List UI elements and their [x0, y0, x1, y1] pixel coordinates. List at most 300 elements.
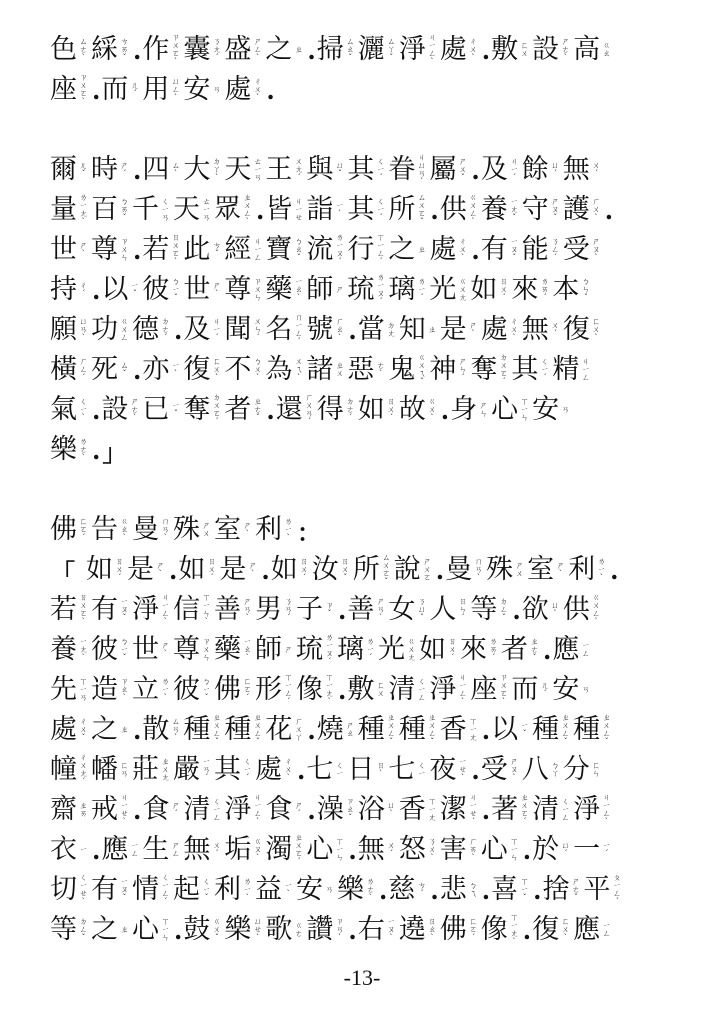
annotated-character: 者 ㄓ ㄜ ˇ [224, 394, 262, 425]
zhuyin-annotation: ㄧ [79, 845, 88, 854]
zhuyin-annotation: ㄓ ㄜ ˇ [530, 637, 539, 662]
page-number: -13- [343, 965, 381, 990]
annotated-character: 亦 ㄧ ˋ [142, 354, 180, 385]
annotated-character: 尊 ㄗ ㄨ ㄣ [224, 274, 262, 305]
zhuyin-annotation: ㄅ ㄠ ˇ [294, 237, 303, 262]
zhuyin-annotation: ㄅ ㄨ ˋ [253, 357, 262, 382]
annotated-character: 告 ㄍ ㄠ ˋ [91, 514, 129, 545]
punctuation: . [481, 875, 491, 905]
annotated-character: 室 ㄕ ˋ [527, 554, 565, 585]
zhuyin-annotation: ㄦ ˊ [540, 681, 549, 698]
zhuyin-annotation: ㄑ ㄧ ㄥ [417, 677, 426, 702]
annotated-character: 不 ㄅ ㄨ ˋ [224, 354, 262, 385]
annotated-character: 曼 ㄇ ㄢ ˋ [132, 514, 170, 545]
zhuyin-annotation: ㄧ ˋ [335, 201, 344, 218]
zhuyin-annotation: ㄅ ㄧ ˇ [202, 677, 211, 702]
annotated-character: 造 ㄗ ㄠ ˋ [91, 674, 129, 705]
annotated-character: 淨 ㄐ ㄧ ㄥ ˋ [398, 33, 437, 66]
zhuyin-annotation: ㄌ ㄜ ˋ [366, 877, 375, 902]
zhuyin-annotation: ㄕ ㄢ ˋ [243, 597, 252, 622]
annotated-character: 色 ㄙ ㄜ ˋ [50, 34, 88, 65]
punctuation: . [610, 555, 619, 585]
annotated-character: 以 ㄧ ˇ [101, 274, 139, 305]
zhuyin-annotation: ㄖ ㄨ ˊ [499, 277, 508, 302]
zhuyin-annotation: ㄘ ㄞ ˇ [120, 37, 129, 62]
annotated-character: 氣 ㄑ ㄧ ˋ [50, 394, 88, 425]
annotated-character: 是 ㄕ ˋ [219, 554, 257, 585]
annotated-character: 其 ㄑ ㄧ ˊ [214, 754, 252, 785]
annotated-character: 經 ㄐ ㄧ ㄥ [224, 234, 262, 265]
zhuyin-annotation: ㄍ ㄨ ㄟ ˇ [417, 353, 426, 386]
zhuyin-annotation: ㄑ ㄧ [335, 761, 344, 778]
zhuyin-annotation: ㄑ ㄧ ˊ [540, 357, 549, 382]
annotated-character: 橫 ㄏ ㄥ ˊ [50, 354, 88, 385]
annotated-character: 還 ㄏ ㄨ ㄢ ˊ [275, 393, 314, 426]
punctuation: . [522, 835, 532, 865]
zhuyin-annotation: ㄙ ㄚ ˇ [387, 37, 396, 62]
annotated-character: 應 ㄧ ㄥ [573, 914, 611, 945]
zhuyin-annotation: ㄩ ㄥ ˋ [171, 77, 180, 102]
annotated-character: 樂 ㄌ ㄜ ˋ [337, 874, 375, 905]
zhuyin-annotation: ㄍ ㄠ [602, 41, 611, 58]
zhuyin-annotation: ㄑ ㄧ ㄥ [561, 797, 570, 822]
annotated-character: 悲 ㄅ ㄟ [439, 874, 478, 905]
zhuyin-annotation: ㄅ ㄞ ˇ [120, 197, 129, 222]
punctuation: . [133, 715, 142, 745]
text-line [50, 150, 690, 190]
zhuyin-annotation: ㄈ ㄛ ˊ [469, 917, 478, 942]
annotated-character: 有 ㄧ ㄡ ˇ [91, 594, 129, 625]
punctuation: . [348, 835, 357, 865]
zhuyin-annotation: ㄨ ㄟ ˋ [294, 357, 303, 382]
punctuation: . [543, 635, 552, 665]
annotated-character: 知 ㄓ [398, 314, 437, 345]
annotated-character: 像 ㄒ ㄧ ㄤ ˋ [480, 913, 519, 946]
zhuyin-annotation: ㄓ ㄨ ㄥ ˇ [561, 713, 570, 746]
zhuyin-annotation: ㄖ ㄨ ˊ [300, 557, 309, 582]
punctuation: . [133, 235, 142, 265]
zhuyin-annotation: ㄐ ㄧ ˊ [510, 157, 519, 182]
zhuyin-annotation: ㄖ ㄨ ˊ [387, 397, 396, 422]
annotated-character: 皆 ㄐ ㄧ ㄝ [265, 194, 303, 225]
zhuyin-annotation: ㄍ ㄨ ㄥ ˋ [592, 593, 601, 626]
zhuyin-annotation: ㄔ ㄨ ˇ [79, 717, 88, 742]
annotated-character: 為 ㄨ ㄟ ˋ [265, 354, 303, 385]
annotated-character: 有 ㄧ ㄡ ˇ [480, 234, 519, 265]
zhuyin-annotation: ㄆ ㄧ ㄥ ˊ [612, 873, 621, 906]
annotated-character: 而 ㄦ ˊ [511, 674, 549, 705]
zhuyin-annotation: ㄧ ㄥ [581, 641, 590, 658]
annotated-character: 遶 ㄖ ㄠ ˋ [398, 914, 437, 945]
zhuyin-annotation: ㄒ ㄧ ㄥ ˊ [284, 673, 293, 706]
annotated-character: 安 ㄢ [296, 874, 334, 905]
annotated-character: 與 ㄩ ˇ [306, 154, 344, 185]
annotated-character: 淨 ㄐ ㄧ ㄥ ˋ [573, 793, 611, 826]
punctuation: . [471, 155, 480, 185]
annotated-character: 囊 ㄋ ㄤ ˊ [183, 34, 221, 65]
zhuyin-annotation: ㄧ ㄤ ˇ [510, 197, 519, 222]
annotated-character: 先 ㄒ ㄧ ㄢ [50, 674, 88, 705]
annotated-character: 衣 ㄧ [50, 834, 88, 865]
zhuyin-annotation: ㄌ ㄞ ˊ [540, 277, 549, 302]
annotated-character: 如 ㄖ ㄨ ˊ [178, 554, 216, 585]
punctuation: . [348, 315, 357, 345]
annotated-character: 之 ㄓ [265, 34, 303, 65]
annotated-character: 本 ㄅ ㄣ ˇ [552, 274, 590, 305]
annotated-character: 能 ㄋ ㄥ ˊ [521, 234, 560, 265]
annotated-character: 世 ㄕ ˋ [183, 274, 221, 305]
annotated-character: 詣 ㄧ ˋ [306, 194, 344, 225]
annotated-character: 種 ㄓ ㄨ ㄥ ˇ [532, 713, 570, 746]
zhuyin-annotation: ㄌ ㄧ ˊ [366, 637, 375, 662]
annotated-character: 心 ㄒ ㄧ ㄣ [480, 834, 519, 865]
annotated-character: 其 ㄑ ㄧ ˊ [511, 354, 549, 385]
punctuation: . [430, 875, 439, 905]
zhuyin-annotation: ㄙ ˋ [171, 161, 180, 178]
document-body [50, 30, 690, 950]
annotated-character: 慈 ㄘ ˊ [388, 874, 426, 905]
annotated-character: 處 ㄔ ㄨ ˋ [439, 34, 478, 65]
annotated-character: 處 ㄔ ㄨ ˋ [480, 314, 519, 345]
annotated-character: 是 ㄕ ˋ [127, 554, 165, 585]
annotated-character: 掃 ㄙ ㄠ ˇ [316, 34, 355, 65]
annotated-character: 此 ㄘ ˇ [183, 234, 221, 265]
zhuyin-annotation: ㄩ ˊ [561, 841, 570, 858]
zhuyin-annotation: ㄧ ㄡ ˇ [120, 597, 129, 622]
annotated-character: 戒 ㄐ ㄧ ㄝ ˋ [91, 793, 129, 826]
annotated-character: 而 ㄦ ˊ [101, 74, 139, 105]
annotated-character: 及 ㄐ ㄧ ˊ [183, 314, 221, 345]
zhuyin-annotation: ㄕ ˊ [120, 161, 129, 178]
text-line [50, 750, 690, 790]
annotated-character: 座 ㄗ ㄨ ㄛ ˋ [470, 673, 508, 706]
zhuyin-annotation: ㄧ ㄡ ˇ [120, 877, 129, 902]
annotated-character: 鬼 ㄍ ㄨ ㄟ ˇ [388, 353, 426, 386]
zhuyin-annotation: ㄐ ㄧ ㄥ [253, 237, 262, 262]
zhuyin-annotation: ㄕ ㄜ ˇ [571, 877, 580, 902]
annotated-character: 之 ㄓ [91, 714, 129, 745]
zhuyin-annotation: ㄕ ˊ [294, 801, 303, 818]
annotated-character: 受 ㄕ ㄡ ˋ [480, 754, 519, 785]
zhuyin-annotation: ㄉ ㄨ ㄛ ˊ [499, 353, 508, 386]
punctuation: . [307, 795, 316, 825]
annotated-character: 行 ㄒ ㄧ ㄥ ˊ [347, 233, 385, 266]
zhuyin-annotation: ㄏ ㄨ ㄚ [294, 717, 303, 742]
annotated-character: 利 ㄌ ㄧ ˋ [214, 874, 252, 905]
zhuyin-annotation: ㄒ ㄧ ㄣ [335, 837, 344, 862]
annotated-character: 鼓 ㄍ ㄨ ˇ [183, 914, 221, 945]
zhuyin-annotation: ㄑ ㄧ ㄝ ˋ [79, 873, 88, 906]
zhuyin-annotation: ㄕ ㄨ [202, 521, 211, 538]
annotated-character: 尊 ㄗ ㄨ ㄣ [91, 234, 129, 265]
zhuyin-annotation: ㄇ ㄢ ˋ [161, 517, 170, 542]
zhuyin-annotation: ㄕ ˋ [161, 641, 170, 658]
zhuyin-annotation: ㄩ ˋ [387, 801, 396, 818]
zhuyin-annotation: ㄉ ㄜ ˊ [161, 317, 170, 342]
zhuyin-annotation: ㄧ ˊ [602, 841, 611, 858]
zhuyin-annotation: ㄓ ㄨ ㄥ ˇ [253, 713, 262, 746]
zhuyin-annotation: ㄓ ㄞ [79, 801, 88, 818]
annotated-character: 香 ㄒ ㄧ ㄤ [439, 714, 478, 745]
zhuyin-annotation: ㄢ [325, 885, 334, 894]
zhuyin-annotation: ㄌ ㄧ ˋ [161, 677, 170, 702]
punctuation: . [522, 915, 532, 945]
zhuyin-annotation: ㄧ ˋ [171, 361, 180, 378]
text-line [50, 910, 690, 950]
annotated-character: 心 ㄒ ㄧ ㄣ [491, 394, 529, 425]
annotated-character: 復 ㄈ ㄨ ˋ [183, 354, 221, 385]
annotated-character: 日 ㄖ ˋ [347, 754, 385, 785]
annotated-character: 璃 ㄌ ㄧ ˊ [388, 274, 426, 305]
annotated-character: 等 ㄉ ㄥ ˇ [470, 594, 508, 625]
annotated-character: 清 ㄑ ㄧ ㄥ [532, 794, 570, 825]
zhuyin-annotation: ㄒ ㄧ ㄣ [510, 837, 519, 862]
annotated-character: 尊 ㄗ ㄨ ㄣ [173, 634, 211, 665]
annotated-character: 清 ㄑ ㄧ ㄥ [388, 674, 426, 705]
annotated-character: 女 ㄋ ㄩ ˇ [388, 594, 426, 625]
zhuyin-annotation: ㄗ ㄨ ㄣ [120, 237, 129, 262]
zhuyin-annotation: ㄙ ㄨ ㄛ ˇ [417, 193, 426, 226]
annotated-character: 捨 ㄕ ㄜ ˇ [542, 874, 580, 905]
zhuyin-annotation: ㄋ ㄢ ˊ [284, 597, 293, 622]
annotated-character: 若 ㄖ ㄨ ㄛ ˋ [50, 593, 88, 626]
zhuyin-annotation: ㄈ ㄛ ˊ [243, 677, 252, 702]
punctuation: . [512, 595, 521, 625]
punctuation: . [338, 675, 347, 705]
zhuyin-annotation: ㄓ ㄨ ㄥ ˋ [243, 193, 252, 226]
annotated-character: 其 ㄑ ㄧ ˊ [347, 154, 385, 185]
zhuyin-annotation: ㄏ ㄥ ˊ [79, 357, 88, 382]
annotated-character: 幢 ㄔ ㄨ ㄤ ˊ [50, 753, 88, 786]
zhuyin-annotation: ㄖ ㄨ ㄛ ˋ [79, 593, 88, 626]
zhuyin-annotation: ㄍ ㄨ ㄤ [458, 277, 467, 302]
zhuyin-annotation: ㄇ ㄢ ˋ [474, 557, 483, 582]
annotated-character: 敷 ㄈ ㄨ [347, 674, 385, 705]
annotated-character: 已 ㄧ ˇ [142, 394, 180, 425]
annotated-character: 屬 ㄕ ㄨ ˇ [429, 154, 467, 185]
zhuyin-annotation: ㄨ ˊ [551, 321, 560, 338]
zhuyin-annotation: ㄕ [335, 285, 344, 294]
annotated-character: 種 ㄓ ㄨ ㄥ ˇ [183, 713, 221, 746]
annotated-character: 歌 ㄍ ㄜ [265, 914, 303, 945]
annotated-character: 像 ㄒ ㄧ ㄤ ˋ [296, 673, 334, 706]
annotated-character: 高 ㄍ ㄠ [573, 34, 611, 65]
punctuation: . [266, 75, 275, 105]
annotated-character: 安 ㄢ [532, 394, 570, 425]
zhuyin-annotation: ㄌ ㄧ ˋ [597, 557, 606, 582]
zhuyin-annotation: ㄗ ㄠ ˇ [346, 797, 355, 822]
zhuyin-annotation: ㄙ ㄠ ˇ [346, 37, 355, 62]
annotated-character: 種 ㄓ ㄨ ㄥ ˇ [224, 713, 262, 746]
annotated-character: 讚 ㄗ ㄢ ˋ [306, 914, 344, 945]
annotated-character: 大 ㄉ ㄚ ˋ [183, 154, 221, 185]
zhuyin-annotation: ㄦ ˇ [79, 161, 88, 178]
annotated-character: 利 ㄌ ㄧ ˋ [255, 514, 293, 545]
annotated-character: 灑 ㄙ ㄚ ˇ [357, 34, 396, 65]
annotated-character: 璃 ㄌ ㄧ ˊ [337, 634, 375, 665]
annotated-character: 世 ㄕ ˋ [132, 634, 170, 665]
zhuyin-annotation: ㄋ ㄤ ˊ [212, 37, 221, 62]
annotated-character: 藥 ㄧ ㄠ ˋ [214, 634, 252, 665]
zhuyin-annotation: ㄕ ˋ [79, 241, 88, 258]
zhuyin-annotation: ㄑ ㄧ ˇ [202, 877, 211, 902]
annotated-character: 濁 ㄓ ㄨ ㄛ ˊ [265, 833, 303, 866]
annotated-character: 奪 ㄉ ㄨ ㄛ ˊ [470, 353, 508, 386]
zhuyin-annotation: ㄌ ㄧ ㄤ ˋ [79, 193, 88, 226]
annotated-character: 如 ㄖ ㄨ ˊ [86, 554, 124, 585]
zhuyin-annotation: ㄕ ˊ [171, 801, 180, 818]
zhuyin-annotation: ㄙ ㄜ ˋ [79, 37, 88, 62]
punctuation: . [307, 715, 316, 745]
zhuyin-annotation: ㄗ ㄠ ˋ [120, 677, 129, 702]
annotated-character: 欲 ㄩ ˋ [521, 594, 560, 625]
annotated-character: 供 ㄍ ㄨ ㄥ ˋ [562, 593, 601, 626]
text-line [50, 390, 690, 430]
zhuyin-annotation: ㄑ ㄧ ˊ [376, 157, 385, 182]
annotated-character: 用 ㄩ ㄥ ˋ [142, 74, 180, 105]
zhuyin-annotation: ㄨ ˊ [212, 841, 221, 858]
zhuyin-annotation: ㄓ [120, 925, 129, 934]
zhuyin-annotation: ㄏ ㄨ ㄢ ˊ [305, 393, 314, 426]
annotated-character: 汝 ㄖ ㄨ ˇ [311, 554, 350, 585]
punctuation: . [297, 755, 306, 785]
zhuyin-annotation: ㄕ ㄨ ˇ [458, 157, 467, 182]
text-line [50, 30, 690, 70]
zhuyin-annotation: ㄏ ㄨ ˋ [592, 197, 601, 222]
zhuyin-annotation: ㄓ ㄨ ㄤ [161, 757, 170, 782]
annotated-character: 立 ㄌ ㄧ ˋ [132, 674, 170, 705]
zhuyin-annotation: ㄒ ㄧ ㄣ ˋ [202, 593, 211, 626]
text-line [50, 510, 690, 550]
annotated-character: 食 ㄕ ˊ [265, 794, 303, 825]
zhuyin-annotation: ㄐ ㄧ ˊ [212, 317, 221, 342]
annotated-character: 曼 ㄇ ㄢ ˋ [445, 554, 483, 585]
paragraph-1 [50, 30, 690, 110]
zhuyin-annotation: ㄈ ㄨ [376, 681, 385, 698]
annotated-character: 處 ㄔ ㄨ ˋ [224, 74, 262, 105]
annotated-character: 綵 ㄘ ㄞ ˇ [91, 34, 129, 65]
text-line [50, 630, 690, 670]
zhuyin-annotation: ㄈ ㄛ ˊ [79, 517, 88, 542]
annotated-character: 有 ㄧ ㄡ ˇ [91, 874, 129, 905]
annotated-character: 來 ㄌ ㄞ ˊ [460, 634, 498, 665]
zhuyin-annotation: ㄍ ㄨ ˋ [428, 397, 437, 422]
text-line [50, 230, 690, 270]
annotated-character: 應 ㄧ ㄥ [552, 634, 590, 665]
zhuyin-annotation: ㄐ ㄧ ㄥ ˋ [458, 673, 467, 706]
zhuyin-annotation: ㄨ ㄣ ˊ [253, 317, 262, 342]
annotated-character: 養 ㄧ ㄤ ˋ [50, 634, 88, 665]
zhuyin-annotation: ㄓ [120, 725, 129, 734]
annotated-character: 室 ㄕ ˋ [214, 514, 252, 545]
text-line [50, 430, 690, 470]
zhuyin-annotation: ㄍ ㄨ ㄥ [120, 317, 129, 342]
annotated-character: 願 ㄩ ㄢ ˋ [50, 314, 88, 345]
annotated-character: 爾 ㄦ ˇ [50, 154, 88, 185]
zhuyin-annotation: ㄘ ˊ [417, 881, 426, 898]
zhuyin-annotation: ㄉ ㄨ ㄛ ˊ [212, 393, 221, 426]
zhuyin-annotation: ㄓ ㄜ ˇ [253, 397, 262, 422]
zhuyin-annotation: ㄉ ㄥ ˇ [499, 597, 508, 622]
annotated-character: 所 ㄙ ㄨ ㄛ ˇ [352, 553, 391, 586]
punctuation: . [533, 875, 542, 905]
annotated-character: 惡 ㄜ ˋ [347, 354, 385, 385]
annotated-character: 莊 ㄓ ㄨ ㄤ [132, 754, 170, 785]
zhuyin-annotation: ㄑ ㄧ ˊ [243, 757, 252, 782]
annotated-character: 應 ㄧ ㄥ [101, 834, 139, 865]
zhuyin-annotation: ㄕ ㄨ [515, 561, 524, 578]
annotated-character: 淨 ㄐ ㄧ ㄥ ˋ [132, 593, 170, 626]
zhuyin-annotation: ㄢ [581, 685, 590, 694]
zhuyin-annotation: ㄨ ˊ [592, 161, 601, 178]
zhuyin-annotation: ㄉ ㄥ ˇ [79, 917, 88, 942]
zhuyin-annotation: ㄖ ㄠ ˋ [428, 917, 437, 942]
zhuyin-annotation: ㄐ ㄧ ㄝ [294, 197, 303, 222]
annotated-character: 樂 ㄩ ㄝ ˋ [224, 914, 262, 945]
zhuyin-annotation: ㄒ ㄧ ㄣ [161, 917, 170, 942]
text-line [50, 270, 690, 310]
zhuyin-annotation: ㄌ ㄧ ㄡ ˊ [325, 633, 334, 666]
annotated-character: 來 ㄌ ㄞ ˊ [511, 274, 549, 305]
annotated-character: 切 ㄑ ㄧ ㄝ ˋ [50, 873, 88, 906]
annotated-character: 是 ㄕ ˋ [439, 314, 478, 345]
zhuyin-annotation: ㄧ ㄠ ˋ [294, 277, 303, 302]
zhuyin-annotation: ㄙ ㄢ ˋ [171, 717, 180, 742]
zhuyin-annotation: ㄕ [284, 645, 293, 654]
zhuyin-annotation: ㄉ ㄚ ˋ [212, 157, 221, 182]
zhuyin-annotation: ㄑ ㄧ ㄥ [212, 797, 221, 822]
zhuyin-annotation: ㄕ ㄡ ˇ [551, 197, 560, 222]
zhuyin-annotation: ㄕ ㄣ ˊ [458, 357, 467, 382]
annotated-character: 起 ㄑ ㄧ ˇ [173, 874, 211, 905]
punctuation: . [430, 195, 439, 225]
punctuation: . [174, 915, 183, 945]
annotated-character: 作 ㄗ ㄨ ㄛ ˋ [142, 33, 180, 66]
annotated-character: 王 ㄨ ㄤ ˊ [265, 154, 303, 185]
zhuyin-annotation: ㄖ ㄨ ˊ [115, 557, 124, 582]
zhuyin-annotation: ㄖ ˋ [376, 761, 385, 778]
zhuyin-annotation: ㄋ ㄥ ˊ [551, 237, 560, 262]
zhuyin-annotation: ㄦ ˊ [130, 81, 139, 98]
punctuation: . [92, 75, 101, 105]
annotated-character: 平 ㄆ ㄧ ㄥ ˊ [583, 873, 621, 906]
zhuyin-annotation: ㄒ ㄧ ㄤ ˋ [510, 913, 519, 946]
annotated-character: 時 ㄕ ˊ [91, 154, 129, 185]
annotated-character: 夜 ㄧ ㄝ ˋ [429, 754, 467, 785]
zhuyin-annotation: ㄓ ㄨ ㄥ ˇ [428, 713, 437, 746]
punctuation: . [481, 35, 491, 65]
punctuation: . [379, 875, 388, 905]
zhuyin-annotation: ㄑ ㄧ ㄥ ˊ [161, 873, 170, 906]
annotated-character: 四 ㄙ ˋ [142, 154, 180, 185]
zhuyin-annotation: ㄧ ˇ [171, 401, 180, 418]
zhuyin-annotation: ㄅ ㄣ ˇ [581, 277, 590, 302]
zhuyin-annotation: ㄧ ㄠ ˋ [243, 637, 252, 662]
annotated-character: 散 ㄙ ㄢ ˋ [142, 714, 180, 745]
punctuation: . [169, 555, 178, 585]
annotated-character: 佛 ㄈ ㄛ ˊ [50, 514, 88, 545]
annotated-character: 眷 ㄐ ㄩ ㄢ ˋ [388, 153, 426, 186]
zhuyin-annotation: ㄌ ㄧ ˋ [284, 517, 293, 542]
annotated-character: 餘 ㄩ ˊ [521, 154, 560, 185]
zhuyin-annotation: ㄧ ㄝ ˋ [458, 757, 467, 782]
punctuation: . [471, 235, 480, 265]
annotated-character: 情 ㄑ ㄧ ㄥ ˊ [132, 873, 170, 906]
annotated-character: 無 ㄨ ˊ [562, 154, 601, 185]
annotated-character: 喜 ㄒ ㄧ ˇ [491, 874, 529, 905]
zhuyin-annotation: ㄕ ㄡ ˋ [592, 237, 601, 262]
annotated-character: 如 ㄖ ㄨ ˊ [270, 554, 309, 585]
